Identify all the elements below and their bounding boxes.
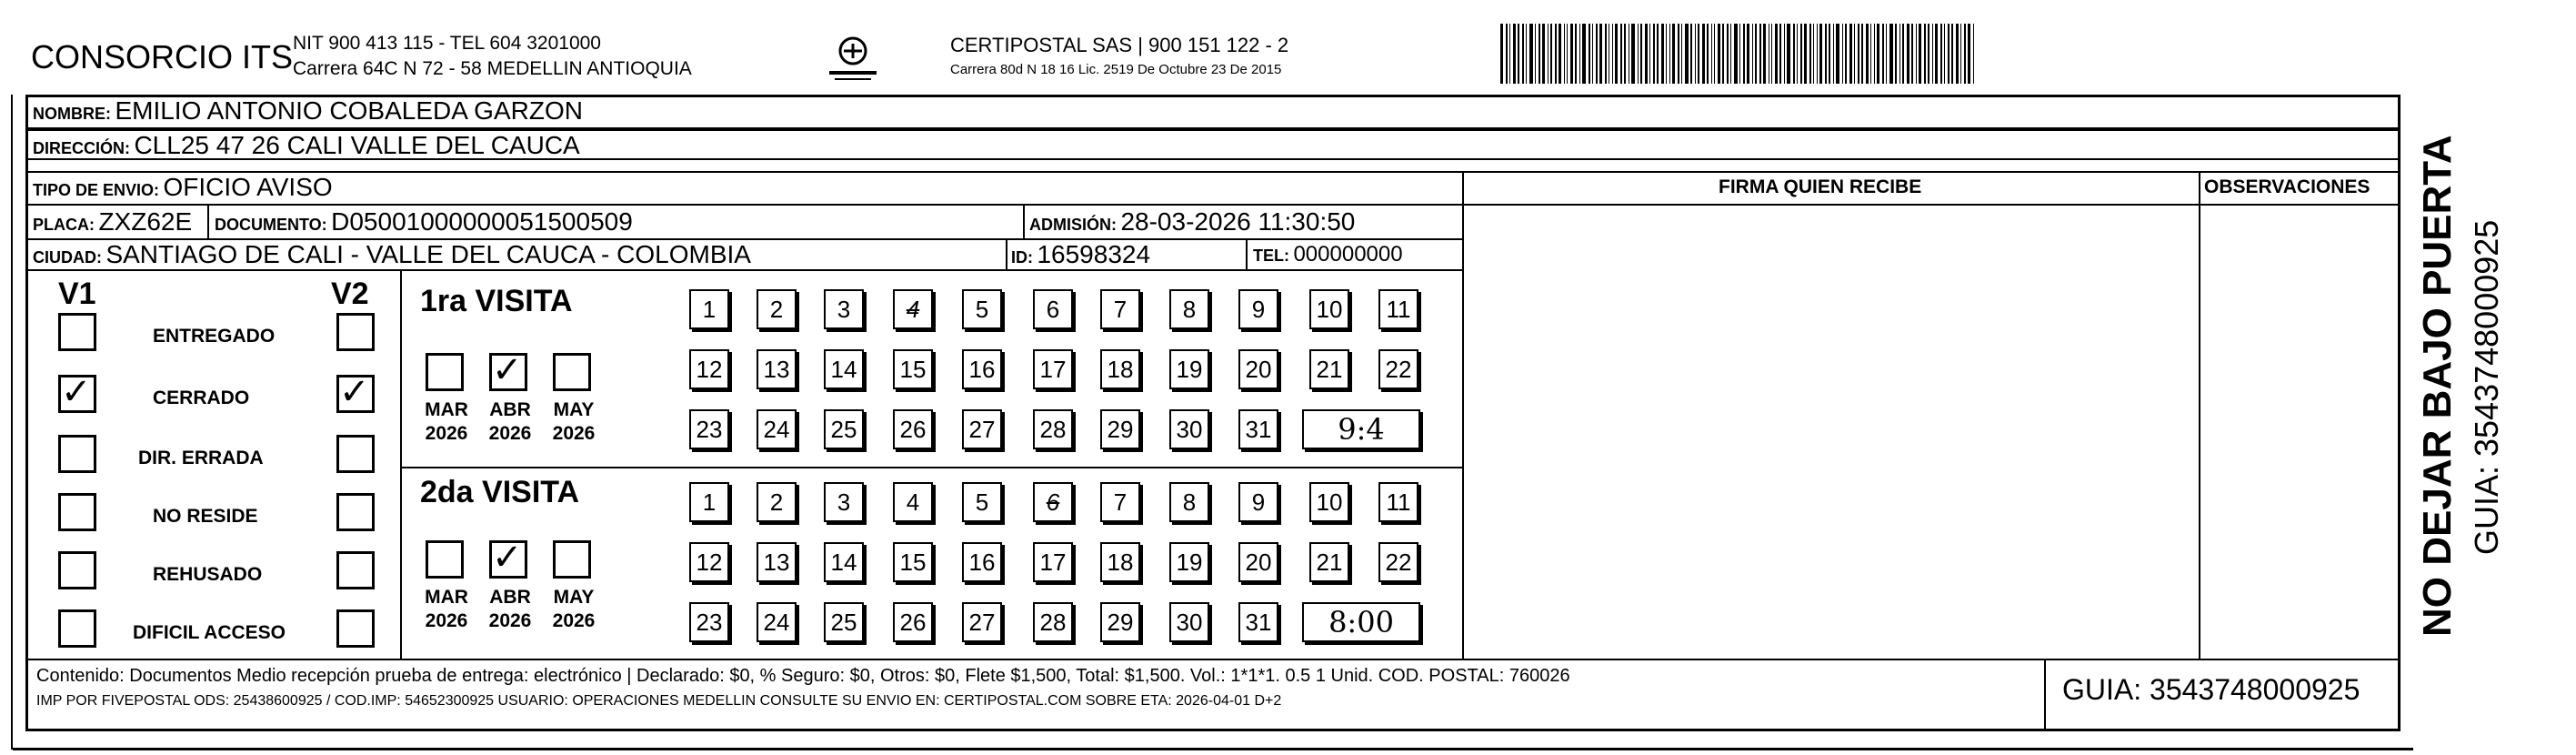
barcode-bar <box>1518 24 1519 84</box>
day-box[interactable]: 23 <box>689 602 729 642</box>
no-dejar-warning: NO DEJAR BAJO PUERTA <box>2415 135 2460 637</box>
barcode-bar <box>1579 24 1580 84</box>
barcode-bar <box>1804 24 1807 84</box>
shipping-label-frame <box>25 95 2401 731</box>
day-box[interactable]: 6 <box>1033 289 1073 329</box>
barcode-bar <box>1833 24 1834 84</box>
day-box[interactable]: 22 <box>1378 542 1418 582</box>
status-label: REHUSADO <box>153 564 263 585</box>
barcode-bar <box>1902 24 1904 84</box>
v2-heading: V2 <box>331 277 369 311</box>
barcode-bar <box>1877 24 1879 84</box>
v1-checkbox[interactable] <box>58 493 96 531</box>
admision-value: 28-03-2026 11:30:50 <box>1120 207 1356 236</box>
barcode-bar <box>1882 24 1884 84</box>
day-box[interactable]: 8 <box>1169 482 1209 522</box>
barcode-bar <box>1535 24 1536 84</box>
day-box[interactable]: 11 <box>1378 289 1418 329</box>
barcode-bar <box>1570 24 1573 84</box>
barcode-bar <box>1849 24 1852 84</box>
day-box[interactable]: 21 <box>1309 349 1349 389</box>
day-box[interactable]: 27 <box>962 409 1002 449</box>
month-checkbox-may[interactable] <box>553 353 591 391</box>
barcode-bar <box>1711 24 1712 84</box>
month-checkbox-abr[interactable] <box>489 537 527 579</box>
status-label: DIR. ERRADA <box>138 448 264 468</box>
barcode-bar <box>1940 24 1942 84</box>
day-box[interactable]: 29 <box>1100 602 1140 642</box>
day-box[interactable]: 7 <box>1100 482 1140 522</box>
barcode-bar <box>1866 24 1869 84</box>
day-box[interactable]: 19 <box>1169 349 1209 389</box>
day-box[interactable]: 2 <box>757 482 797 522</box>
v2-checkbox[interactable] <box>336 313 375 351</box>
month-checkbox-mar[interactable] <box>426 540 464 579</box>
barcode-bar <box>1661 24 1664 84</box>
barcode-bar <box>1564 24 1565 84</box>
month-name: MAY <box>553 399 595 420</box>
barcode-bar <box>1817 24 1818 84</box>
day-box[interactable]: 12 <box>689 349 729 389</box>
handwritten-check-mark: ✓ <box>339 371 370 413</box>
barcode-bar <box>1935 24 1938 84</box>
time-box[interactable]: 9:4 <box>1302 409 1420 449</box>
month-year: 2026 <box>425 423 468 444</box>
day-box[interactable]: 18 <box>1100 349 1140 389</box>
barcode-bar <box>1649 24 1650 84</box>
day-box[interactable]: 5 <box>962 482 1002 522</box>
barcode-bar <box>1567 24 1568 84</box>
day-box[interactable]: 10 <box>1309 482 1349 522</box>
barcode-bar <box>1919 24 1921 84</box>
company-info <box>293 31 692 82</box>
barcode-bar <box>1685 24 1689 84</box>
day-box[interactable]: 6 <box>1033 482 1073 522</box>
day-box[interactable]: 5 <box>962 289 1002 329</box>
v1-checkbox[interactable] <box>58 551 96 589</box>
day-box[interactable]: 9 <box>1238 289 1278 329</box>
placa-field <box>33 207 192 237</box>
barcode-bar <box>1739 24 1740 84</box>
month-year: 2026 <box>425 610 468 631</box>
company-name: CONSORCIO ITS <box>31 38 294 76</box>
day-box[interactable]: 4 <box>893 289 933 329</box>
month-name: MAR <box>425 587 468 608</box>
barcode-bar <box>1924 24 1926 84</box>
tel-field <box>1253 242 1403 267</box>
barcode-bar <box>1775 24 1778 84</box>
ciudad-field <box>33 240 751 269</box>
certipostal-line: CERTIPOSTAL SAS | 900 151 122 - 2 <box>950 34 1289 56</box>
day-box[interactable]: 23 <box>689 409 729 449</box>
barcode-bar <box>1526 24 1527 84</box>
barcode-bar <box>1787 24 1790 84</box>
barcode-bar <box>1640 24 1642 84</box>
barcode-bar <box>1645 24 1648 84</box>
day-box[interactable]: 25 <box>824 602 864 642</box>
barcode-bar <box>1755 24 1757 84</box>
barcode-bar <box>1575 24 1577 84</box>
barcode-bar <box>1819 24 1822 84</box>
barcode-bar <box>1513 24 1516 84</box>
day-box[interactable]: 3 <box>824 482 864 522</box>
day-box[interactable]: 30 <box>1169 409 1209 449</box>
month-label <box>546 586 602 633</box>
certipostal-info <box>950 33 1288 82</box>
day-box[interactable]: 12 <box>689 542 729 582</box>
barcode-bar <box>1596 24 1598 84</box>
barcode-bar <box>1550 24 1552 84</box>
nombre-label: NOMBRE: <box>33 105 111 123</box>
barcode-bar <box>1747 24 1749 84</box>
day-box[interactable]: 19 <box>1169 542 1209 582</box>
day-box[interactable]: 24 <box>757 602 797 642</box>
barcode-bar <box>1836 24 1839 84</box>
day-box[interactable]: 1 <box>689 482 729 522</box>
barcode-bar <box>1845 24 1847 84</box>
barcode-bar <box>1858 24 1859 84</box>
barcode-bar <box>1702 24 1705 84</box>
month-label <box>418 586 475 633</box>
id-label: ID: <box>1011 248 1033 267</box>
barcode-bar <box>1779 24 1781 84</box>
direccion-label: DIRECCIÓN: <box>33 139 130 157</box>
day-box[interactable]: 20 <box>1238 542 1278 582</box>
barcode-bar <box>1932 24 1933 84</box>
month-label <box>482 398 538 446</box>
day-box[interactable]: 31 <box>1238 409 1278 449</box>
barcode-icon <box>1500 24 2228 84</box>
barcode-bar <box>1669 24 1670 84</box>
direccion-row <box>33 131 580 160</box>
barcode-bar <box>1559 24 1561 84</box>
month-checkbox-mar[interactable] <box>426 353 464 391</box>
v1-checkbox[interactable] <box>58 609 96 648</box>
barcode-bar <box>1582 24 1586 84</box>
day-box[interactable]: 8 <box>1169 289 1209 329</box>
barcode-bar <box>1722 24 1724 84</box>
tel-value: 000000000 <box>1293 242 1403 267</box>
barcode-bar <box>1522 24 1524 84</box>
day-box[interactable]: 21 <box>1309 542 1349 582</box>
day-box[interactable]: 17 <box>1033 349 1073 389</box>
status-label: NO RESIDE <box>153 506 258 527</box>
documento-field <box>215 207 633 237</box>
barcode-bar <box>1624 24 1626 84</box>
barcode-bar <box>1916 24 1917 84</box>
observaciones-header: OBSERVACIONES <box>2204 176 2371 197</box>
day-box[interactable]: 29 <box>1100 409 1140 449</box>
barcode-bar <box>1506 24 1508 84</box>
barcode-bar <box>1743 24 1745 84</box>
barcode-bar <box>1813 24 1814 84</box>
barcode-bar <box>1615 24 1618 84</box>
month-year: 2026 <box>552 423 596 444</box>
barcode-bar <box>1672 24 1675 84</box>
certipostal-license: Carrera 80d N 18 16 Lic. 2519 De Octubre 23 De 2015 <box>950 62 1282 77</box>
barcode-bar <box>1899 24 1900 84</box>
v2-checkbox[interactable] <box>336 371 375 413</box>
barcode-bar <box>1771 24 1772 84</box>
month-year: 2026 <box>488 610 532 631</box>
barcode-bar <box>1657 24 1659 84</box>
barcode-bar <box>1718 24 1720 84</box>
barcode-bar <box>1944 24 1945 84</box>
day-box[interactable]: 16 <box>962 542 1002 582</box>
nombre-value: EMILIO ANTONIO COBALEDA GARZON <box>115 96 583 125</box>
barcode-bar <box>1895 24 1897 84</box>
barcode-bar <box>1973 24 1974 84</box>
v1-checkbox[interactable] <box>58 371 96 413</box>
barcode-bar <box>1759 24 1761 84</box>
day-box[interactable]: 17 <box>1033 542 1073 582</box>
day-box[interactable]: 13 <box>757 349 797 389</box>
firma-header: FIRMA QUIEN RECIBE <box>1719 176 1922 197</box>
v2-checkbox[interactable] <box>336 609 375 648</box>
ciudad-value: SANTIAGO DE CALI - VALLE DEL CAUCA - COLOMBIA <box>105 240 751 268</box>
day-box[interactable]: 15 <box>893 349 933 389</box>
v1-checkbox[interactable] <box>58 435 96 473</box>
day-box[interactable]: 7 <box>1100 289 1140 329</box>
barcode-bar <box>1956 24 1959 84</box>
barcode-bar <box>1793 24 1795 84</box>
barcode-bar <box>1599 24 1602 84</box>
day-box[interactable]: 15 <box>893 542 933 582</box>
day-box[interactable]: 22 <box>1378 349 1418 389</box>
barcode-bar <box>1948 24 1950 84</box>
nombre-row <box>33 96 583 126</box>
barcode-bar <box>1555 24 1557 84</box>
address-line: Carrera 64C N 72 - 58 MEDELLIN ANTIOQUIA <box>293 58 692 79</box>
admision-field <box>1029 207 1355 237</box>
barcode-bar <box>1829 24 1830 84</box>
barcode-bar <box>1529 24 1533 84</box>
day-box[interactable]: 20 <box>1238 349 1278 389</box>
barcode-bar <box>1509 24 1510 84</box>
second-visit-title: 2da VISITA <box>420 475 580 509</box>
guia-footer: GUIA: 3543748000925 <box>2062 673 2360 706</box>
day-box[interactable]: 2 <box>757 289 797 329</box>
id-field <box>1011 240 1150 269</box>
barcode-bar <box>1605 24 1607 84</box>
v2-checkbox[interactable] <box>336 551 375 589</box>
barcode-bar <box>1690 24 1692 84</box>
barcode-bar <box>1886 24 1887 84</box>
tipo-envio-label: TIPO DE ENVIO: <box>33 181 160 199</box>
barcode-bar <box>1784 24 1785 84</box>
barcode-bar <box>1951 24 1953 84</box>
status-label: DIFICIL ACCESO <box>133 622 286 643</box>
month-name: MAR <box>425 399 468 420</box>
handwritten-check-mark: ✓ <box>492 349 523 391</box>
month-label <box>418 398 475 446</box>
placa-value: ZXZ62E <box>98 207 193 236</box>
time-box[interactable]: 8:00 <box>1302 602 1420 642</box>
barcode-bar <box>1928 24 1929 84</box>
day-box[interactable]: 10 <box>1309 289 1349 329</box>
barcode-bar <box>1698 24 1699 84</box>
barcode-bar <box>1889 24 1893 84</box>
day-box[interactable]: 14 <box>824 349 864 389</box>
day-box[interactable]: 14 <box>824 542 864 582</box>
barcode-bar <box>1870 24 1871 84</box>
day-box[interactable]: 4 <box>893 482 933 522</box>
barcode-bar <box>1707 24 1709 84</box>
first-visit-title: 1ra VISITA <box>420 284 573 318</box>
month-year: 2026 <box>552 610 596 631</box>
month-name: ABR <box>489 399 531 420</box>
day-box[interactable]: 25 <box>824 409 864 449</box>
month-name: MAY <box>553 587 595 608</box>
certipostal-logo-icon <box>826 31 880 86</box>
barcode-bar <box>1727 24 1729 84</box>
status-label: CERRADO <box>153 388 250 408</box>
month-checkbox-may[interactable] <box>553 540 591 579</box>
barcode-bar <box>1620 24 1622 84</box>
v1-checkbox[interactable] <box>58 313 96 351</box>
month-year: 2026 <box>488 423 532 444</box>
day-box[interactable]: 27 <box>962 602 1002 642</box>
barcode-bar <box>1638 24 1639 84</box>
barcode-bar <box>1589 24 1590 84</box>
barcode-bar <box>1539 24 1540 84</box>
barcode-bar <box>1548 24 1549 84</box>
v2-checkbox[interactable] <box>336 435 375 473</box>
day-box[interactable]: 13 <box>757 542 797 582</box>
day-box[interactable]: 11 <box>1378 482 1418 522</box>
day-box[interactable]: 18 <box>1100 542 1140 582</box>
handwritten-check-mark: ✓ <box>61 371 92 413</box>
barcode-bar <box>1653 24 1655 84</box>
barcode-bar <box>1666 24 1667 84</box>
barcode-bar <box>1968 24 1970 84</box>
day-box[interactable]: 26 <box>893 409 933 449</box>
barcode-bar <box>1678 24 1679 84</box>
documento-label: DOCUMENTO: <box>215 216 327 234</box>
month-name: ABR <box>489 587 531 608</box>
imp-line: IMP POR FIVEPOSTAL ODS: 25438600925 / COD.IMP: 54652300925 USUARIO: OPERACIONES MEDELLIN CONSULTE SU ENVIO EN: CERTIPOSTAL.COM SOBRE ETA: 2026-04-01 D+2 <box>36 693 1282 709</box>
placa-label: PLACA: <box>33 216 95 234</box>
barcode-bar <box>1854 24 1855 84</box>
barcode-bar <box>1592 24 1593 84</box>
day-box[interactable]: 28 <box>1033 602 1073 642</box>
month-label <box>482 586 538 633</box>
barcode-bar <box>1542 24 1545 84</box>
barcode-bar <box>1800 24 1802 84</box>
handwritten-check-mark: ✓ <box>492 537 523 579</box>
day-box[interactable]: 28 <box>1033 409 1073 449</box>
month-checkbox-abr[interactable] <box>489 349 527 391</box>
day-box[interactable]: 24 <box>757 409 797 449</box>
barcode-bar <box>1907 24 1909 84</box>
barcode-bar <box>1911 24 1913 84</box>
id-value: 16598324 <box>1037 240 1151 268</box>
barcode-bar <box>1681 24 1682 84</box>
nit-line: NIT 900 413 115 - TEL 604 3201000 <box>293 33 601 54</box>
day-box[interactable]: 1 <box>689 289 729 329</box>
tipo-envio-row <box>33 173 333 202</box>
barcode-bar <box>1752 24 1753 84</box>
day-box[interactable]: 31 <box>1238 602 1278 642</box>
barcode-bar <box>1960 24 1961 84</box>
barcode-bar <box>1714 24 1715 84</box>
barcode-bar <box>1695 24 1696 84</box>
barcode-bar <box>1500 24 1503 84</box>
admision-label: ADMISIÓN: <box>1029 216 1117 234</box>
day-box[interactable]: 16 <box>962 349 1002 389</box>
ciudad-label: CIUDAD: <box>33 248 102 267</box>
barcode-bar <box>1964 24 1966 84</box>
barcode-bar <box>1612 24 1613 84</box>
month-label <box>546 398 602 446</box>
barcode-bar <box>1874 24 1875 84</box>
barcode-bar <box>1842 24 1843 84</box>
day-box[interactable]: 9 <box>1238 482 1278 522</box>
barcode-bar <box>1861 24 1863 84</box>
barcode-bar <box>1797 24 1798 84</box>
barcode-bar <box>1734 24 1738 84</box>
barcode-bar <box>1763 24 1766 84</box>
tipo-envio-value: OFICIO AVISO <box>163 173 333 201</box>
day-box[interactable]: 30 <box>1169 602 1209 642</box>
documento-value: D05001000000051500509 <box>331 207 633 236</box>
barcode-bar <box>1730 24 1731 84</box>
barcode-bar <box>1809 24 1811 84</box>
tel-label: TEL: <box>1253 247 1289 265</box>
status-label: ENTREGADO <box>153 326 276 347</box>
v2-checkbox[interactable] <box>336 493 375 531</box>
v1-heading: V1 <box>58 277 96 311</box>
day-box[interactable]: 26 <box>893 602 933 642</box>
barcode-bar <box>1825 24 1827 84</box>
barcode-bar <box>1631 24 1635 84</box>
content-line: Contenido: Documentos Medio recepción prueba de entrega: electrónico | Declarado: $0, % Seguro: $0, Otros: $0, Flete $1,500, Total: $1,500. Vol.: 1*1*1. 0.5 1 Unid. COD. POSTAL: 760026 <box>36 666 1570 686</box>
day-box[interactable]: 3 <box>824 289 864 329</box>
side-guia: GUIA: 3543748000925 <box>2468 219 2505 555</box>
direccion-value: CLL25 47 26 CALI VALLE DEL CAUCA <box>134 131 580 159</box>
